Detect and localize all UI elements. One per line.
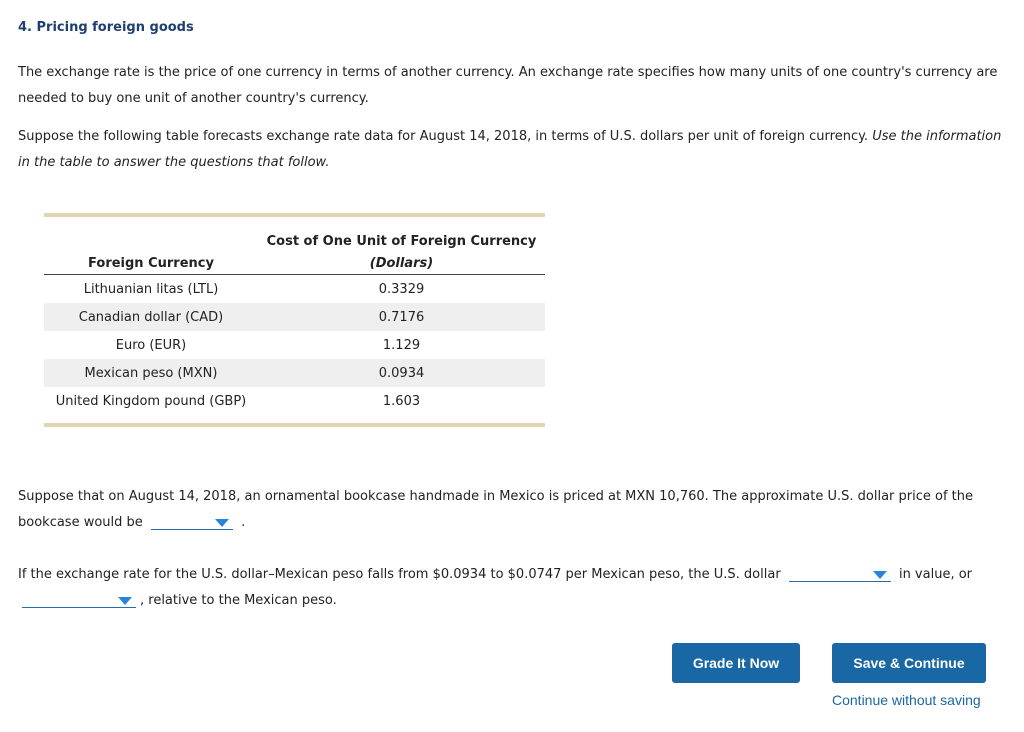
save-continue-button[interactable]: Save & Continue <box>832 643 986 683</box>
q2-text: If the exchange rate for the U.S. dollar–Mexican peso falls from $0.0934 to $0.0747 per Mexican peso, the U.S. dollar <box>18 567 781 582</box>
continue-without-saving-link[interactable]: Continue without saving <box>832 692 981 708</box>
question-title: 4. Pricing foreign goods <box>18 20 194 35</box>
q2-direction-dropdown[interactable] <box>789 567 891 582</box>
chevron-down-icon <box>118 597 132 605</box>
table-row <box>44 359 545 387</box>
currency-cell: Mexican peso (MXN) <box>44 359 258 387</box>
table-header-row-1 <box>44 217 545 249</box>
currency-cell: Canadian dollar (CAD) <box>44 303 258 331</box>
q2-term-dropdown[interactable] <box>22 593 136 608</box>
chevron-down-icon <box>215 519 229 527</box>
table-bottom-rule <box>44 423 545 427</box>
question-2 <box>18 562 1008 614</box>
cost-cell: 1.603 <box>382 393 421 409</box>
q1-text-end: . <box>241 515 246 530</box>
cost-cell: 0.7176 <box>258 303 545 331</box>
q2-text-middle: in value, or <box>898 567 973 582</box>
table-row <box>44 331 545 359</box>
cost-cell: 0.0934 <box>258 359 545 387</box>
exchange-rate-table <box>44 213 545 427</box>
currency-cell: Euro (EUR) <box>115 337 187 353</box>
setup-text: Suppose the following table forecasts exchange rate data for August 14, 2018, in terms of U.S. dollars per unit of foreign currency. <box>18 129 873 144</box>
question-1 <box>18 484 1008 536</box>
table-row <box>44 387 545 415</box>
q2-text-end: , relative to the Mexican peso. <box>140 593 337 608</box>
exchange-rate-grid <box>44 217 545 423</box>
setup-instruction: Use the information in the table to answer the questions that follow. <box>18 129 1002 170</box>
q1-text: Suppose that on August 14, 2018, an ornamental bookcase handmade in Mexico is priced at MXN 10,760. The approximate U.S. dollar price of the bookcase would be <box>18 489 973 530</box>
chevron-down-icon <box>873 571 887 579</box>
grade-button[interactable]: Grade It Now <box>672 643 800 683</box>
header-blank <box>44 217 258 249</box>
setup-paragraph <box>18 124 1008 176</box>
header-currency-label: Foreign Currency <box>44 249 258 275</box>
currency-cell: Lithuanian litas (LTL) <box>83 281 219 297</box>
header-unit-label: (Dollars) <box>258 249 545 275</box>
table-row <box>44 275 545 304</box>
cost-cell: 0.3329 <box>378 281 425 297</box>
intro-paragraph: The exchange rate is the price of one currency in terms of another currency. An exchange rate specifies how many units of one country's currency are needed to buy one unit of another country's currency. <box>18 65 998 106</box>
q1-price-dropdown[interactable] <box>151 515 233 530</box>
header-cost-label: Cost of One Unit of Foreign Currency <box>266 234 537 249</box>
table-spacer-row <box>44 415 545 423</box>
table-row <box>44 303 545 331</box>
currency-cell: United Kingdom pound (GBP) <box>55 393 247 409</box>
table-header-row-2 <box>44 249 545 275</box>
cost-cell: 1.129 <box>382 337 421 353</box>
